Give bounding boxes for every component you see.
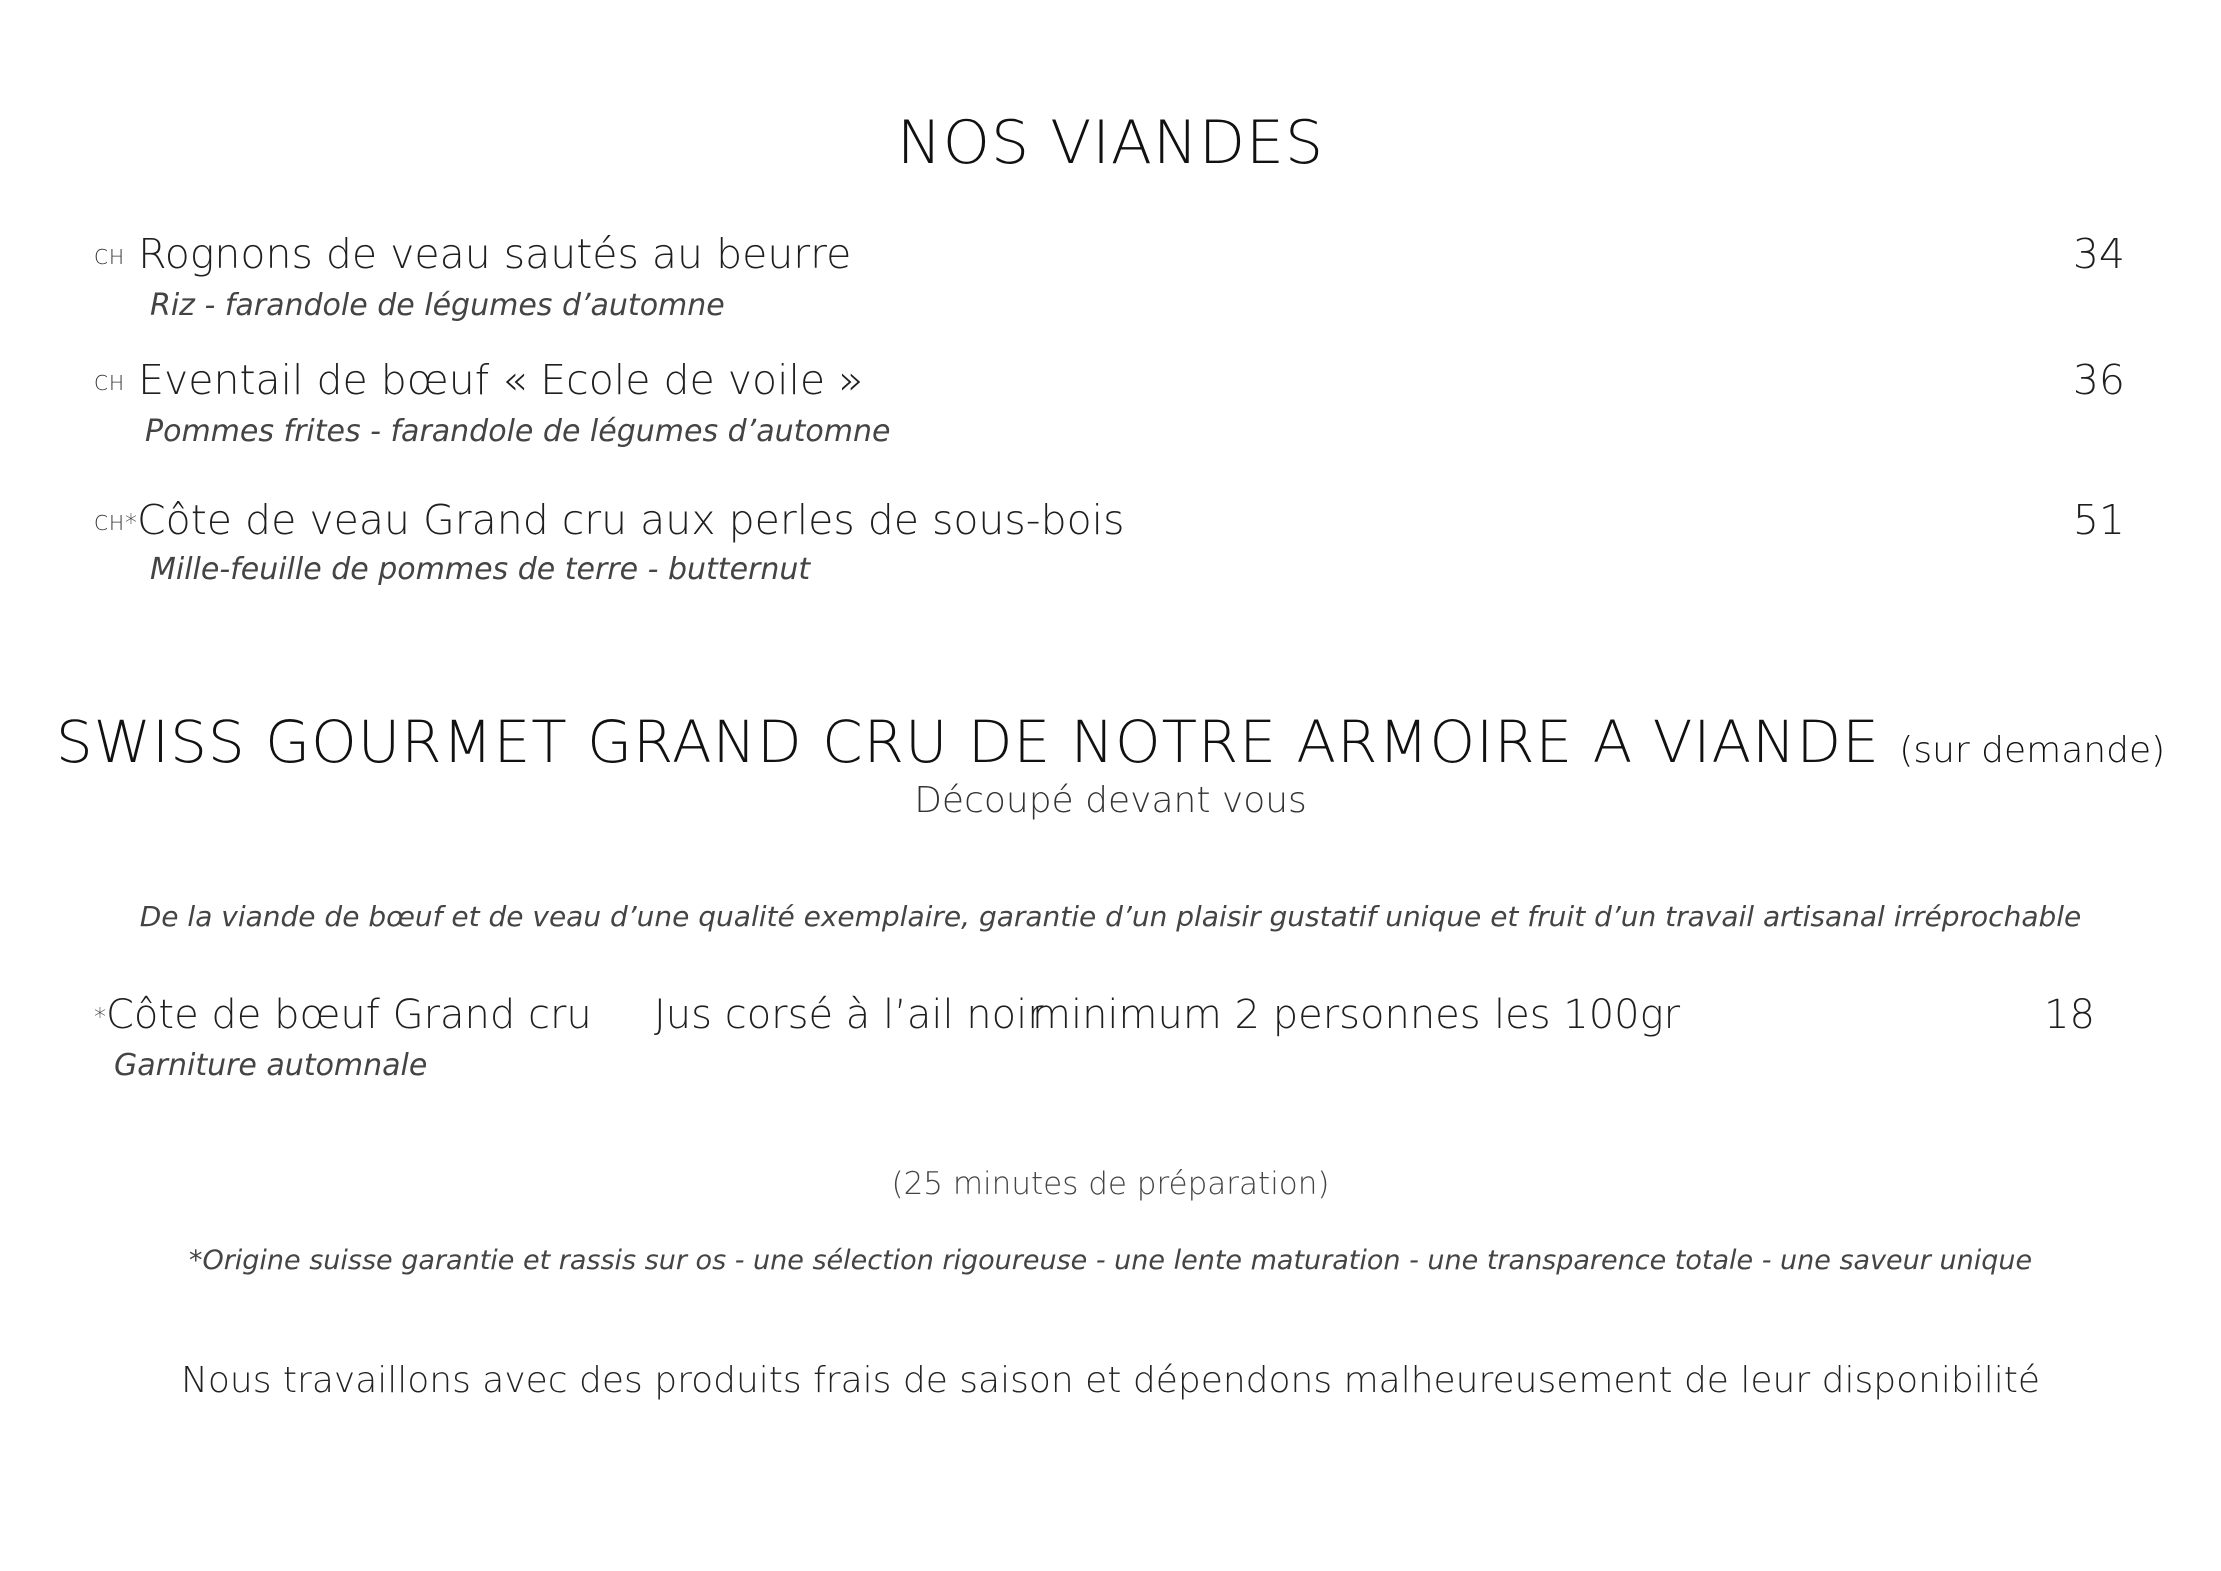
asterisk-mark: * [94, 1003, 106, 1031]
gourmet-section-title [0, 708, 2221, 776]
menu-item-eventail [94, 356, 863, 404]
origin-tag: CH [94, 245, 126, 269]
dish-accompaniment: Mille-feuille de pommes de terre - butternut [150, 552, 811, 587]
menu-item-cote-de-boeuf [94, 992, 2134, 1052]
preparation-time: (25 minutes de préparation) [891, 1166, 1330, 1202]
dish-price: 18 [2044, 992, 2095, 1038]
dish-name-wrapper [94, 992, 592, 1038]
dish-sauce: Jus corsé à l’ail noir [654, 992, 1044, 1038]
dish-name: Rognons de veau sautés au beurre [138, 230, 852, 278]
origin-tag: CH [94, 371, 126, 395]
dish-name: Côte de bœuf Grand cru [106, 992, 592, 1038]
dish-accompaniment: Pommes frites - farandole de légumes d’automne [145, 414, 891, 449]
origin-footnote: *Origine suisse garantie et rassis sur os - une sélection rigoureuse - une lente maturation - une transparence totale - une saveur unique [188, 1245, 2033, 1276]
menu-item-rognons [94, 230, 851, 278]
dish-price: 36 [2072, 356, 2125, 404]
dish-price: 51 [2072, 496, 2125, 544]
menu-item-cote-de-veau [94, 496, 1124, 544]
menu-section-title: NOS VIANDES [896, 108, 1325, 178]
origin-tag: CH [94, 511, 126, 535]
gourmet-subheading: Découpé devant vous [914, 780, 1307, 821]
dish-price: 34 [2072, 230, 2125, 278]
gourmet-heading-note: (sur demande) [1899, 730, 2166, 771]
dish-name: Côte de veau Grand cru aux perles de sous-bois [137, 496, 1125, 544]
dish-accompaniment: Riz - farandole de légumes d’automne [150, 288, 725, 323]
availability-note: Nous travaillons avec des produits frais de saison et dépendons malheureusement de leur disponibilité [180, 1360, 2041, 1401]
asterisk-mark: * [125, 509, 138, 537]
dish-minimum: minimum 2 personnes [1032, 992, 1481, 1038]
quality-description: De la viande de bœuf et de veau d’une qualité exemplaire, garantie d’un plaisir gustatif unique et fruit d’un travail artisanal irréprochable [139, 900, 2082, 933]
gourmet-heading: SWISS GOURMET GRAND CRU DE NOTRE ARMOIRE A VIANDE [55, 708, 1880, 776]
dish-name: Eventail de bœuf « Ecole de voile » [138, 356, 864, 404]
dish-unit: les 100gr [1494, 992, 1681, 1038]
dish-accompaniment: Garniture automnale [114, 1048, 428, 1083]
